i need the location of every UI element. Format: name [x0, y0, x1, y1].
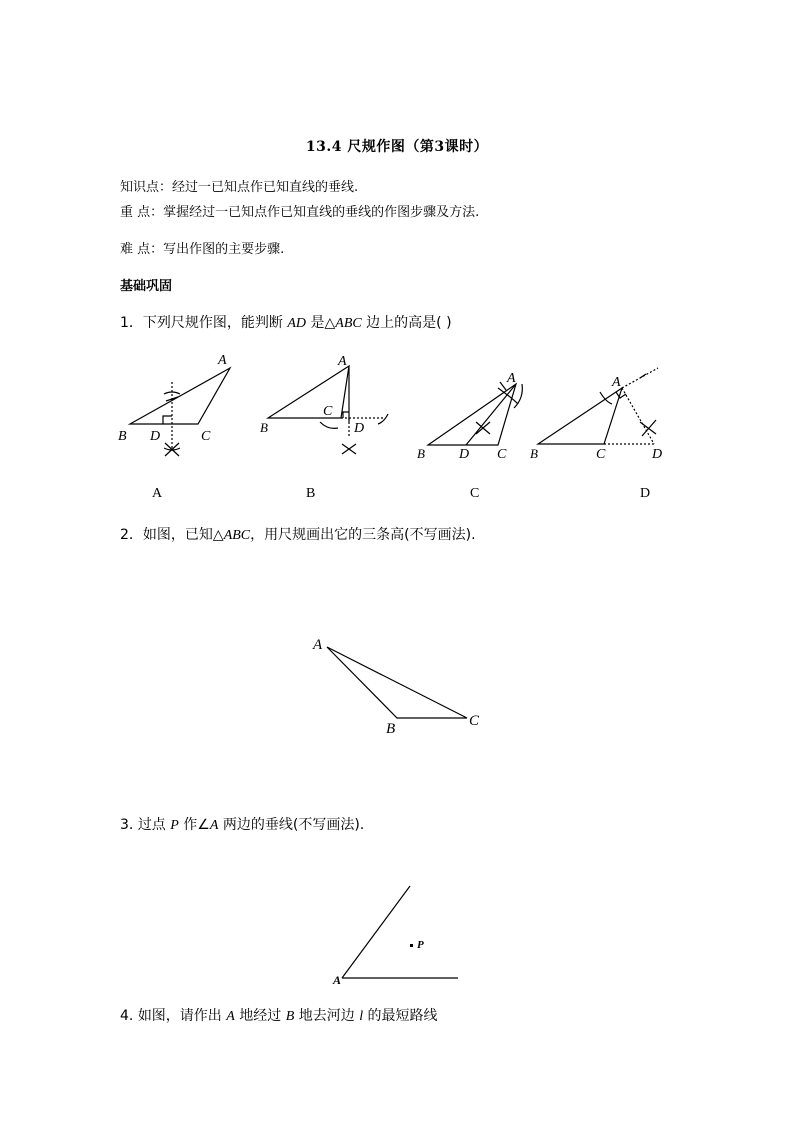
q4-text-c: 地去河边	[294, 1008, 360, 1024]
q2-text-a: 如图，已知△	[142, 527, 224, 543]
q3-text-b: 作∠	[178, 817, 210, 833]
fig-d-label-b: B	[530, 446, 538, 461]
fig-c-label-a: A	[507, 371, 516, 386]
fig-b-label-d: D	[354, 421, 365, 436]
q4-text-b: 地经过	[234, 1008, 286, 1024]
fig-c-label-c: C	[497, 447, 507, 462]
q1-number: 1．	[120, 315, 143, 331]
option-a: A	[152, 486, 163, 501]
q3-label-p: P	[417, 939, 424, 951]
question-4	[120, 1005, 438, 1025]
q2-label-b: B	[386, 721, 396, 737]
q3-figure	[0, 870, 794, 990]
q2-figure	[0, 620, 794, 750]
q1-figures	[0, 340, 794, 470]
q2-label-c: C	[469, 713, 480, 729]
q4-a: A	[226, 1009, 235, 1024]
question-3	[120, 814, 364, 834]
question-1	[120, 312, 452, 332]
fig-d-label-d: D	[652, 447, 663, 462]
fig-a-label-c: C	[201, 429, 211, 444]
page-title: 13.4 尺规作图（第3课时）	[305, 139, 489, 155]
q3-a: A	[209, 818, 219, 833]
q3-label-a: A	[333, 973, 342, 987]
q4-b: B	[285, 1009, 295, 1024]
q2-number: 2．	[120, 527, 143, 543]
figure-a	[118, 353, 230, 456]
option-d: D	[640, 486, 651, 501]
fig-b-label-a: A	[338, 354, 347, 369]
question-2	[120, 524, 476, 544]
q4-l: l	[359, 1009, 364, 1024]
q4-text-d: 的最短路线	[363, 1008, 438, 1024]
difficulty-point: 难 点：写出作图的主要步骤.	[120, 242, 285, 257]
fig-a-label-b: B	[118, 429, 127, 444]
fig-d-label-c: C	[596, 447, 606, 462]
fig-c-label-b: B	[417, 446, 425, 461]
fig-d-label-a: A	[612, 375, 621, 390]
q4-number: 4.	[120, 1008, 138, 1024]
q2-label-a: A	[313, 637, 323, 653]
fig-a-label-a: A	[218, 353, 227, 368]
fig-b-label-c: C	[323, 404, 333, 419]
figure-d	[530, 368, 662, 462]
q3-text-c: 两边的垂线(不写画法).	[218, 817, 365, 833]
q2-abc: ABC	[223, 528, 251, 543]
q1-abc: ABC	[335, 316, 362, 331]
fig-b-label-b: B	[260, 420, 268, 435]
fig-a-label-d: D	[150, 429, 161, 444]
option-c: C	[470, 486, 480, 501]
q1-text-c: 边上的高是( )	[361, 315, 452, 331]
q4-text-a: 如图，请作出	[137, 1008, 227, 1024]
q2-text-b: ，用尺规画出它的三条高(不写画法).	[250, 527, 476, 543]
key-point: 重 点：掌握经过一已知点作已知直线的垂线的作图步骤及方法.	[120, 205, 480, 220]
q3-p: P	[170, 818, 179, 833]
figure-c	[417, 371, 522, 462]
figure-b	[260, 354, 388, 454]
q1-text-b: 是△	[306, 315, 336, 331]
q3-text-a: 过点	[137, 817, 171, 833]
q1-text-a: 下列尺规作图，能判断	[142, 315, 288, 331]
q1-ad: AD	[287, 316, 307, 331]
section-heading: 基础巩固	[120, 279, 173, 294]
point-p-dot	[410, 944, 413, 947]
option-b: B	[306, 486, 316, 501]
fig-c-label-d: D	[459, 447, 470, 462]
knowledge-point: 知识点：经过一已知点作已知直线的垂线.	[120, 180, 359, 195]
q3-number: 3.	[120, 817, 138, 833]
